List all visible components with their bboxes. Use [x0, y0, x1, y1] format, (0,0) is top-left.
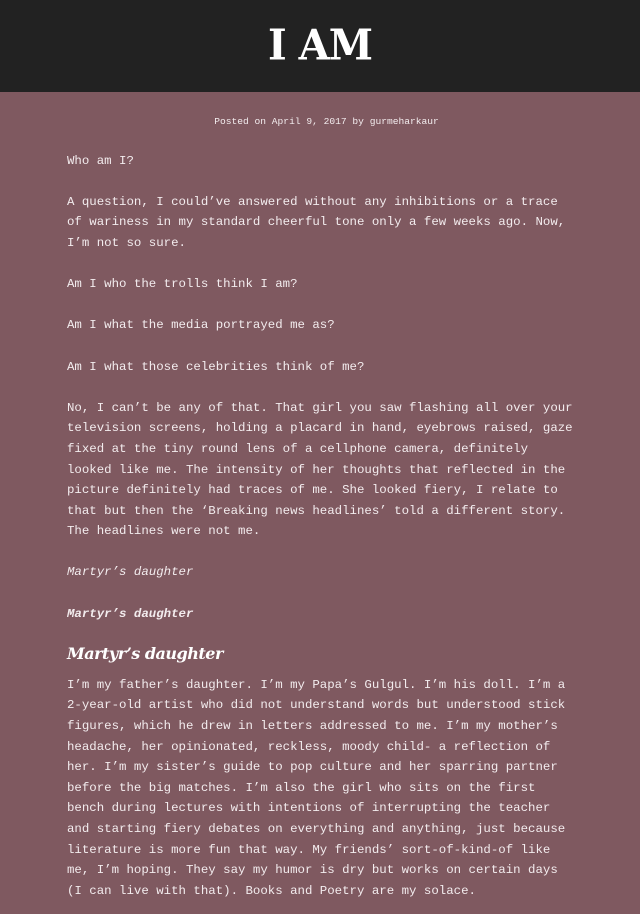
- paragraph-2: A question, I could’ve answered without any inhibitions or a trace of wariness in my standard cheerful tone only a few weeks ago. Now, I’m not so sure.: [67, 194, 566, 250]
- by-label: by: [352, 116, 364, 127]
- bold-italic-line: Martyr’s daughter: [67, 606, 194, 621]
- posted-on-label: Posted on: [214, 116, 267, 127]
- site-header: [0, 0, 640, 92]
- post-content: [0, 112, 640, 901]
- post-meta: [67, 112, 580, 133]
- paragraph-5: Am I what those celebrities think of me?: [67, 359, 365, 374]
- post-date-link[interactable]: April 9, 2017: [271, 116, 347, 127]
- site-title[interactable]: I AM: [268, 20, 372, 71]
- paragraph-7: I’m my father’s daughter. I’m my Papa’s Gulgul. I’m his doll. I’m a 2-year-old artist who did not understand words but understood stick figures, which he drew in letters addressed to me. I’m my mother’s headache, her opinionated, reckless, moody child- a reflection of her. I’m my sister’s guide to pop culture and her sparring partner before the big matches. I’m also the girl who sits on the first bench during lectures with intentions of interrupting the teacher and starting fiery debates on everything and anything, just because literature is more fun that way. My friends’ sort-of-kind-of like me, I’m hoping. They say my humor is dry but works on certain days (I can live with that). Books and Poetry are my solace.: [67, 677, 566, 898]
- paragraph-3: Am I who the trolls think I am?: [67, 277, 298, 292]
- author-link[interactable]: gurmeharkaur: [369, 116, 439, 127]
- section-heading: Martyr’s daughter: [67, 643, 223, 663]
- paragraph-6: No, I can’t be any of that. That girl you saw flashing all over your television screens, holding a placard in hand, eyebrows raised, gaze fixed at the tiny round lens of a cellphone camera, definitely looked like me. The intensity of her thoughts that reflected in the picture definitely had traces of me. She looked fiery, I relate to that but then the ‘Breaking news headlines’ told a different story. The headlines were not me.: [67, 400, 573, 539]
- italic-line: Martyr’s daughter: [67, 565, 194, 580]
- paragraph-1: Who am I?: [67, 153, 134, 168]
- paragraph-4: Am I what the media portrayed me as?: [67, 318, 335, 333]
